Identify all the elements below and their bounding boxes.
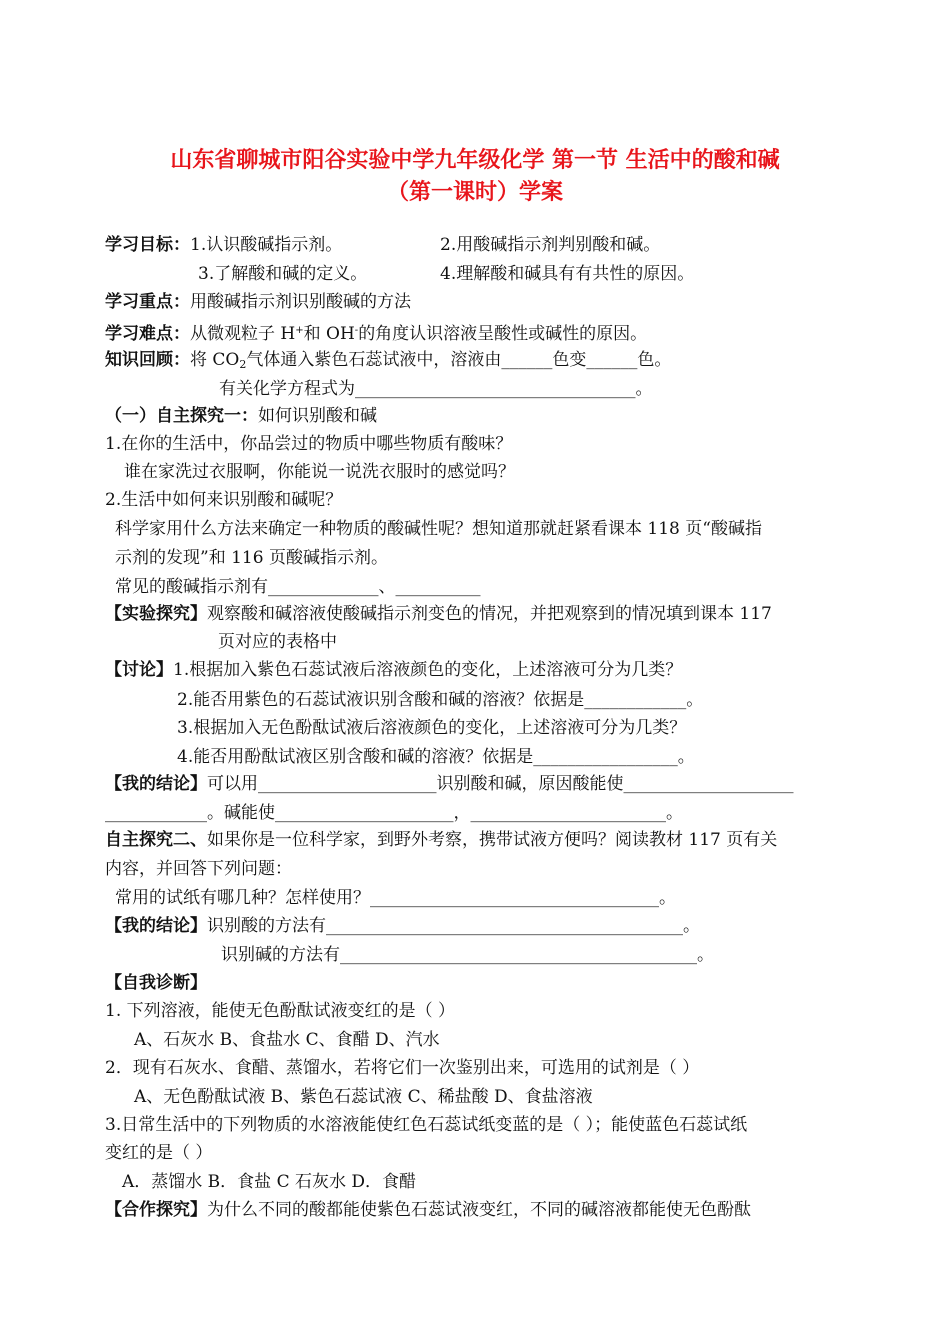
conclusion1-text-1: 可以用_____________________识别酸和碱，原因酸能使____________________ <box>207 774 794 794</box>
conclusion2-text-2: 识别碱的方法有__________________________________________。 <box>221 945 714 965</box>
conclusion2-row <box>105 914 700 938</box>
diagnosis-q3-line-2: 变红的是（ ） <box>105 1143 213 1163</box>
review-equation: 有关化学方程式为_________________________________。 <box>219 379 653 399</box>
difficulty-text-a: 从微观粒子 H <box>190 324 296 344</box>
title-line-1: 山东省聊城市阳谷实验中学九年级化学 第一节 生活中的酸和碱 <box>170 148 780 173</box>
cooperation-label: 【合作探究】 <box>105 1200 207 1220</box>
experiment-text-2: 页对应的表格中 <box>218 632 337 652</box>
section2-heading: 自主探究二、 <box>105 830 207 850</box>
diagnosis-q1-options: A、石灰水 B、食盐水 C、食醋 D、汽水 <box>134 1030 440 1050</box>
diagnosis-q1: 1. 下列溶液，能使无色酚酞试液变红的是（ ） <box>105 1001 456 1021</box>
review-text-b: 气体通入紫色石蕊试液中，溶液由______色变______色。 <box>246 350 672 370</box>
difficulty-text-c: 的角度认识溶液呈酸性或碱性的原因。 <box>358 324 648 344</box>
diagnosis-label: 【自我诊断】 <box>105 973 207 993</box>
key-point-text: 用酸碱指示剂识别酸碱的方法 <box>190 292 411 312</box>
discussion-4: 4.能否用酚酞试液区别含酸和碱的溶液？依据是_________________。 <box>177 747 695 767</box>
conclusion1-row <box>105 772 794 796</box>
conclusion1-label: 【我的结论】 <box>105 774 207 794</box>
common-indicators: 常见的酸碱指示剂有_____________、__________ <box>115 577 481 597</box>
h-plus-sup: + <box>295 325 304 336</box>
cooperation-row <box>105 1198 751 1222</box>
discussion-1: 1.根据加入紫色石蕊试液后溶液颜色的变化，上述溶液可分为几类？ <box>173 660 683 680</box>
section1-q1: 1.在你的生活中，你品尝过的物质中哪些物质有酸味？ <box>105 434 513 454</box>
section2-text-2: 内容，并回答下列问题： <box>105 859 292 879</box>
conclusion2-label: 【我的结论】 <box>105 916 207 936</box>
diagnosis-q2-options: A、无色酚酞试液 B、紫色石蕊试液 C、稀盐酸 D、食盐溶液 <box>134 1087 593 1107</box>
objective-4: 4.理解酸和碱具有有共性的原因。 <box>440 264 695 284</box>
section1-q2: 2.生活中如何来识别酸和碱呢？ <box>105 490 343 510</box>
section1-heading-text: 如何识别酸和碱 <box>258 406 377 426</box>
review-row <box>105 348 671 377</box>
difficulty-text-b: 和 OH <box>303 324 355 344</box>
cooperation-text: 为什么不同的酸都能使紫色石蕊试液变红，不同的碱溶液都能使无色酚酞 <box>207 1200 751 1220</box>
discussion-2: 2.能否用紫色的石蕊试液识别含酸和碱的溶液？依据是____________。 <box>177 690 704 710</box>
discussion-3: 3.根据加入无色酚酞试液后溶液颜色的变化，上述溶液可分为几类？ <box>177 718 687 738</box>
experiment-row <box>105 602 772 626</box>
objectives-label: 学习目标： <box>105 235 190 255</box>
objectives-row-1 <box>105 233 342 257</box>
key-point-row <box>105 290 411 314</box>
diagnosis-q3-options: A．蒸馏水 B．食盐 C 石灰水 D．食醋 <box>122 1172 417 1192</box>
review-text-a: 将 CO <box>190 350 240 370</box>
section1-heading <box>105 404 377 428</box>
section1-para-1: 科学家用什么方法来确定一种物质的酸碱性呢？想知道那就赶紧看课本 118 页“酸碱指 <box>115 519 762 539</box>
objective-1: 1.认识酸碱指示剂。 <box>190 235 343 255</box>
difficulty-row <box>105 319 647 346</box>
co2-sub: 2 <box>239 358 247 371</box>
conclusion1-text-2: ____________。碱能使_____________________，_______________________。 <box>105 803 683 823</box>
oh-minus-sup: - <box>354 325 359 336</box>
experiment-label: 【实验探究】 <box>105 604 207 624</box>
diagnosis-q3-line-1: 3.日常生活中的下列物质的水溶液能使红色石蕊试纸变蓝的是（ ）；能使蓝色石蕊试纸 <box>105 1115 748 1135</box>
review-label: 知识回顾： <box>105 350 190 370</box>
objective-3: 3.了解酸和碱的定义。 <box>198 264 368 284</box>
discussion-row <box>105 658 682 682</box>
section1-heading-bold: （一）自主探究一： <box>105 406 258 426</box>
experiment-text-1: 观察酸和碱溶液使酸碱指示剂变色的情况，并把观察到的情况填到课本 117 <box>207 604 772 624</box>
key-point-label: 学习重点： <box>105 292 190 312</box>
title-line-2: （第一课时）学案 <box>386 180 563 205</box>
discussion-label: 【讨论】 <box>105 660 173 680</box>
difficulty-label: 学习难点： <box>105 324 190 344</box>
section2-question: 常用的试纸有哪几种？怎样使用？__________________________________。 <box>115 888 676 908</box>
section1-para-2: 示剂的发现”和 116 页酸碱指示剂。 <box>115 548 388 568</box>
conclusion2-text-1: 识别酸的方法有__________________________________________。 <box>207 916 700 936</box>
section2-text-1: 如果你是一位科学家，到野外考察，携带试液方便吗？阅读教材 117 页有关 <box>207 830 778 850</box>
section2-row <box>105 828 777 852</box>
diagnosis-q2: 2．现有石灰水、食醋、蒸馏水，若将它们一次鉴别出来，可选用的试剂是（ ） <box>105 1058 700 1078</box>
section1-q1b: 谁在家洗过衣服啊，你能说一说洗衣服时的感觉吗？ <box>124 462 515 482</box>
objective-2: 2.用酸碱指示剂判别酸和碱。 <box>440 235 661 255</box>
